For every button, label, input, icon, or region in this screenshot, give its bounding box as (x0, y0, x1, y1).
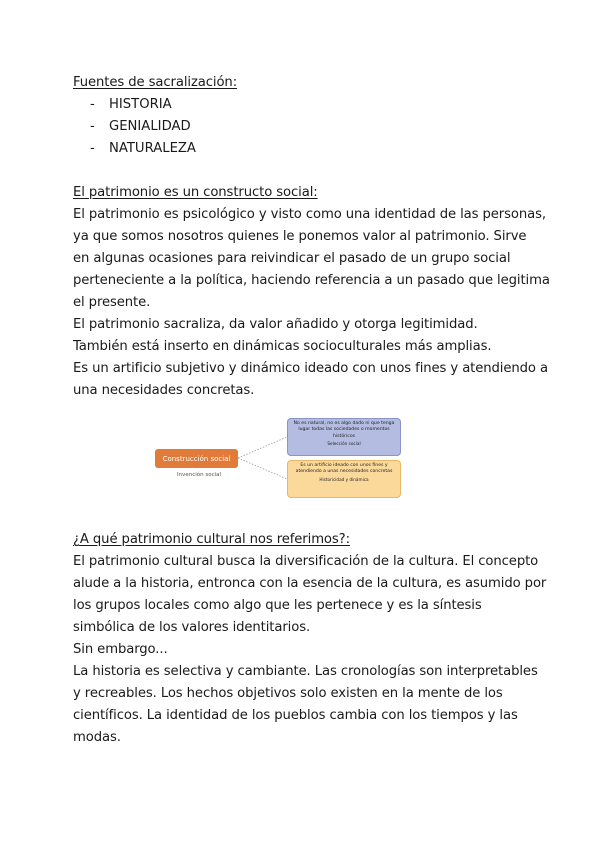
paragraph-line: La historia es selectiva y cambiante. Las cronologías son interpretables (73, 664, 538, 679)
paragraph-line: Sin embargo... (73, 642, 168, 657)
node-main-caption: Invención social (177, 472, 222, 478)
paragraph-line: el presente. (73, 295, 151, 310)
paragraph-line: en algunas ocasiones para reivindicar el pasado de un grupo social (73, 251, 511, 266)
node-yellow-sub: Historicidad y dinámica (319, 476, 369, 482)
list-item-label: HISTORIA (109, 97, 172, 112)
bullet-dash: - (90, 119, 95, 134)
paragraph-line: los grupos locales como algo que les pertenece y es la síntesis (73, 598, 482, 613)
paragraph-line: una necesidades concretas. (73, 383, 255, 398)
paragraph-line: modas. (73, 730, 121, 745)
paragraph-line: y recreables. Los hechos objetivos solo existen en la mente de los (73, 686, 503, 701)
paragraph-line: El patrimonio sacraliza, da valor añadido y otorga legitimidad. (73, 317, 478, 332)
node-artificio (287, 460, 401, 498)
node-blue-text: No es natural, no es algo dado ni que tenga lugar todas las sociedades o momentos históricos (293, 421, 395, 439)
concept-diagram (155, 416, 405, 482)
paragraph-line: También está inserto en dinámicas socioculturales más amplias. (73, 339, 492, 354)
paragraph-line: Es un artificio subjetivo y dinámico ideado con unos fines y atendiendo a (73, 361, 548, 376)
node-main-label: Construcción social (162, 454, 231, 463)
paragraph-line: El patrimonio cultural busca la diversificación de la cultura. El concepto (73, 554, 539, 569)
list-item-label: NATURALEZA (109, 141, 196, 156)
connector-line-top (238, 437, 287, 458)
list-item-label: GENIALIDAD (109, 119, 191, 134)
paragraph-line: perteneciente a la política, haciendo referencia a un pasado que legitima (73, 273, 550, 288)
node-construccion-social (155, 449, 238, 468)
bullet-dash: - (90, 141, 95, 156)
construct-heading: El patrimonio es un constructo social: (73, 185, 318, 200)
connector-line-bottom (238, 458, 287, 479)
paragraph-line: simbólica de los valores identitarios. (73, 620, 311, 635)
paragraph-line: científicos. La identidad de los pueblos cambia con los tiempos y las (73, 708, 518, 723)
cultural-heading: ¿A qué patrimonio cultural nos referimos?: (73, 532, 350, 547)
node-yellow-text: Es un artificio ideado con unos fines y atendiendo a unas necesidades concretas (295, 463, 393, 475)
list-item (90, 138, 196, 160)
node-no-es-natural (287, 418, 401, 456)
paragraph-line: alude a la historia, entronca con la esencia de la cultura, es asumido por (73, 576, 547, 591)
list-item (90, 116, 191, 138)
node-blue-sub: Selección social (327, 441, 361, 447)
bullet-dash: - (90, 97, 95, 112)
paragraph-line: El patrimonio es psicológico y visto como una identidad de las personas, (73, 207, 546, 222)
list-item (90, 94, 172, 116)
sources-heading: Fuentes de sacralización: (73, 75, 238, 90)
paragraph-line: ya que somos nosotros quienes le ponemos valor al patrimonio. Sirve (73, 229, 527, 244)
